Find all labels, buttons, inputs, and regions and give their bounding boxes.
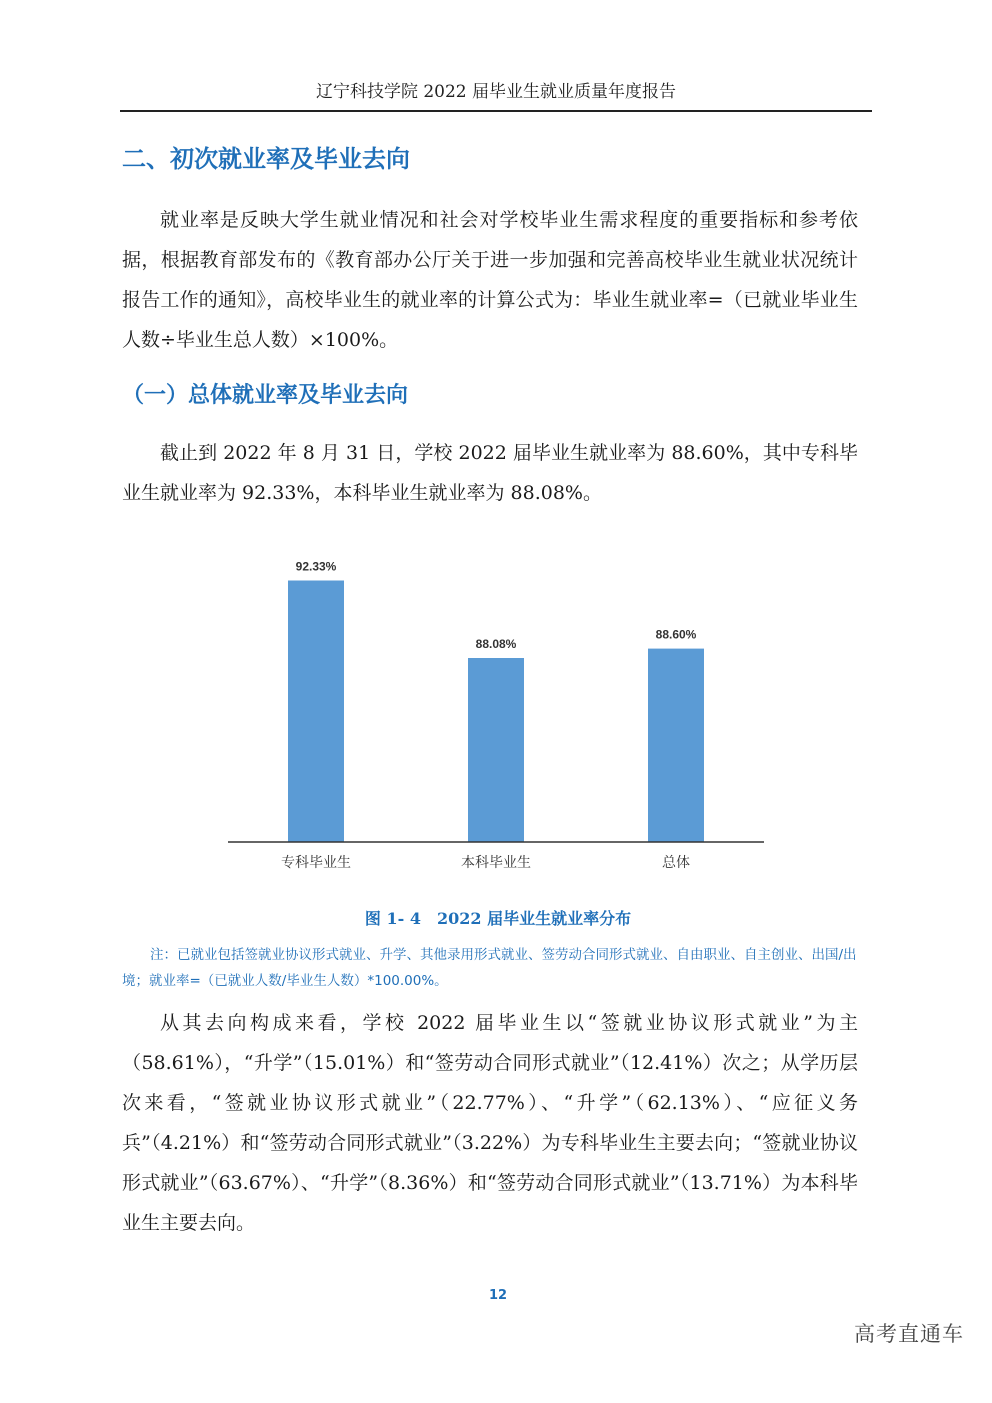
chart-category-label: 本科毕业生 xyxy=(461,855,531,871)
subsection-title: （一）总体就业率及毕业去向 xyxy=(122,383,409,408)
chart-data-label: 88.08% xyxy=(475,637,517,651)
rate-paragraph: 截止到 2022 年 8 月 31 日，学校 2022 届毕业生就业率为 88.60%，其中专科毕业生就业率为 92.33%，本科毕业生就业率为 88.08%。 xyxy=(122,442,858,504)
chart-data-label: 92.33% xyxy=(295,559,337,574)
chart-bar xyxy=(288,581,344,843)
chart-category-label: 总体 xyxy=(662,855,690,871)
watermark: 高考直通车 xyxy=(854,1322,964,1346)
chart-bar xyxy=(468,658,524,842)
chart-category-label: 专科毕业生 xyxy=(281,855,351,871)
chart-data-label: 88.60% xyxy=(655,627,697,642)
chart-caption: 图 1- 4 2022 届毕业生就业率分布 xyxy=(364,909,632,928)
chart-svg xyxy=(226,535,766,880)
intro-paragraph: 就业率是反映大学生就业情况和社会对学校毕业生需求程度的重要指标和参考依据，根据教育部发布的《教育部办公厅关于进一步加强和完善高校毕业生就业状况统计报告工作的通知》，高校毕业生的就业率的计算公式为：毕业生就业率=（已就业毕业生人数÷毕业生总人数）×100%。 xyxy=(122,209,858,351)
employment-rate-chart xyxy=(226,535,766,880)
page-header: 辽宁科技学院 2022 届毕业生就业质量年度报告 xyxy=(315,82,677,102)
direction-paragraph: 从其去向构成来看，学校 2022 届毕业生以“签就业协议形式就业”为主（58.61%），“升学”（15.01%）和“签劳动合同形式就业”（12.41%）次之；从学历层次来看，“签就业协议形式就业”（22.77%）、“升学”（62.13%）、“应征义务兵”（4.21%）和“签劳动合同形式就业”（3.22%）为专科毕业生主要去向；“签就业协议形式就业”（63.67%）、“升学”（8.36%）和“签劳动合同形式就业”（13.71%）为本科毕业生主要去向。 xyxy=(122,1012,858,1234)
section-title: 二、初次就业率及毕业去向 xyxy=(122,145,410,173)
chart-note: 注：已就业包括签就业协议形式就业、升学、其他录用形式就业、签劳动合同形式就业、自由职业、自主创业、出国/出境；就业率=（已就业人数/毕业生人数）*100.00%。 xyxy=(122,947,857,989)
page-number: 12 xyxy=(488,1288,508,1303)
header-rule xyxy=(120,110,872,112)
chart-bar xyxy=(648,649,704,842)
